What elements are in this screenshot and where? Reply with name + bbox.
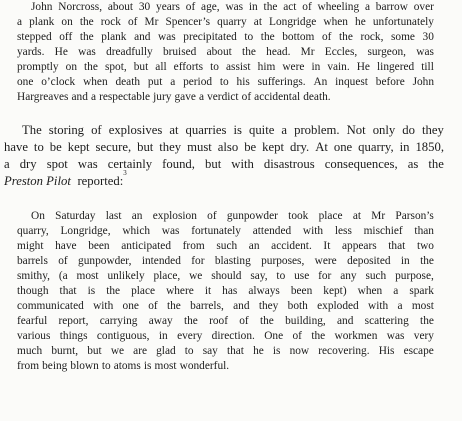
quote-line: fearful report, carrying away the roof of the building, and scattering the [17, 315, 434, 327]
quote-line: one o’clock when death put a period to his sufferings. An inquest before John [17, 76, 434, 88]
quote-line: various things contiguous, in every direction. One of the workmen was very [17, 330, 434, 342]
quote-line: yards. He was dreadfully bruised about the head. Mr Eccles, surgeon, was [17, 46, 434, 58]
quote-line: John Norcross, about 30 years of age, was in the act of wheeling a barrow over [31, 1, 434, 13]
quote-line: promptly on the spot, but all efforts to assist him were in vain. He lingered till [17, 61, 434, 73]
reported-text: reported: [74, 174, 124, 188]
quote-line: might have been anticipated from such an accident. It appears that two [17, 240, 434, 252]
paragraph-line: The storing of explosives at quarries is quite a problem. Not only do they [22, 123, 444, 137]
paragraph-line: have to be kept secure, but they must also be kept dry. At one quarry, in 1850, [4, 140, 444, 154]
quote-line: much burnt, but we are glad to say that he is now recovering. His escape [17, 345, 434, 357]
footnote-marker: 3 [123, 169, 127, 177]
quote-line: from being blown to atoms is most wonderful. [17, 360, 230, 372]
paragraph-line [4, 169, 127, 189]
quote-line: On Saturday last an explosion of gunpowder took place at Mr Parson’s [31, 210, 434, 222]
paragraph-line: a dry spot was certainly found, but with disastrous consequences, as the [4, 157, 444, 171]
quote-line: communicated with one of the barrels, and they both exploded with a most [17, 300, 434, 312]
quote-line: barrels of gunpowder, intended for blasting purposes, were deposited in the [17, 255, 434, 267]
quote-line: a plank on the rock of Mr Spencer’s quarry at Longridge when he unfortunately [17, 16, 434, 28]
quote-line: quarry, Longridge, which was fortunately attended with less mischief than [17, 225, 434, 237]
quote-line: stepped off the plank and was precipitated to the bottom of the rock, some 30 [17, 31, 434, 43]
quote-line: Hargreaves and a respectable jury gave a verdict of accidental death. [17, 91, 331, 103]
quote-line: smithy, (a most unlikely place, we should say, to use for any such purpose, [17, 270, 434, 282]
quote-line: though that is the place where it has always been kept) when a spark [17, 285, 434, 297]
newspaper-title: Preston Pilot [4, 174, 71, 188]
